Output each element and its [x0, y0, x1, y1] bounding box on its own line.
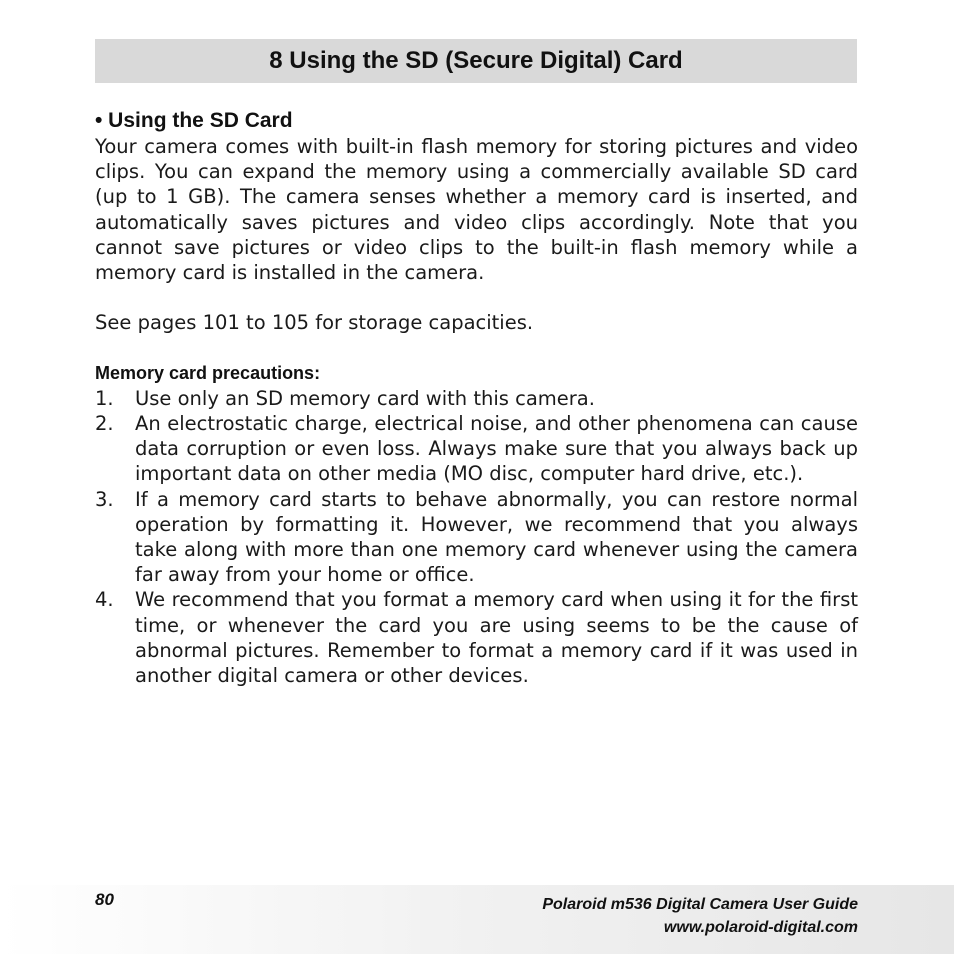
list-item-number: 2. [95, 412, 114, 435]
list-item [95, 386, 858, 411]
list-item-text: We recommend that you format a memory card when using it for the first time, or whenever the card you are using seems to be the cause of abnormal pictures. Remember to format a memory card if it was used in another digital camera or other devices. [135, 588, 858, 688]
spacer [95, 285, 858, 310]
list-item [95, 587, 858, 688]
see-pages-note: See pages 101 to 105 for storage capacities. [95, 311, 534, 335]
list-item-text: An electrostatic charge, electrical noise, and other phenomena can cause data corruption or even loss. Always make sure that you always back up important data on other media (MO disc, computer hard drive, etc.). [135, 412, 858, 486]
guide-title: Polaroid m536 Digital Camera User Guide [542, 896, 858, 913]
page-content [95, 108, 858, 688]
chapter-title-bar [95, 39, 857, 83]
list-item-text: Use only an SD memory card with this camera. [135, 386, 595, 410]
spacer [95, 336, 858, 361]
list-item [95, 487, 858, 588]
list-item-number: 1. [95, 386, 114, 410]
section-heading: • Using the SD Card [95, 109, 293, 132]
list-item-number: 3. [95, 487, 114, 511]
chapter-title: 8 Using the SD (Secure Digital) Card [269, 47, 683, 74]
website-link: www.polaroid-digital.com [663, 919, 858, 936]
intro-paragraph: Your camera comes with built-in flash memory for storing pictures and video clips. You can expand the memory using a commercially available SD card (up to 1 GB). The camera senses whether a memory card is inserted, and automatically saves pictures and video clips accordingly. Note that you cannot save pictures or video clips to the built-in flash memory while a memory card is installed in the camera. [95, 135, 858, 285]
list-item-number: 4. [95, 588, 114, 612]
footer-info [542, 893, 858, 939]
page-number: 80 [95, 890, 114, 909]
list-item [95, 411, 858, 487]
precautions-heading: Memory card precautions: [95, 362, 321, 383]
list-item-text: If a memory card starts to behave abnormally, you can restore normal operation by formatting it. However, we recommend that you always take along with more than one memory card whenever using the camera far away from your home or office. [135, 487, 858, 587]
precautions-list [95, 386, 858, 688]
